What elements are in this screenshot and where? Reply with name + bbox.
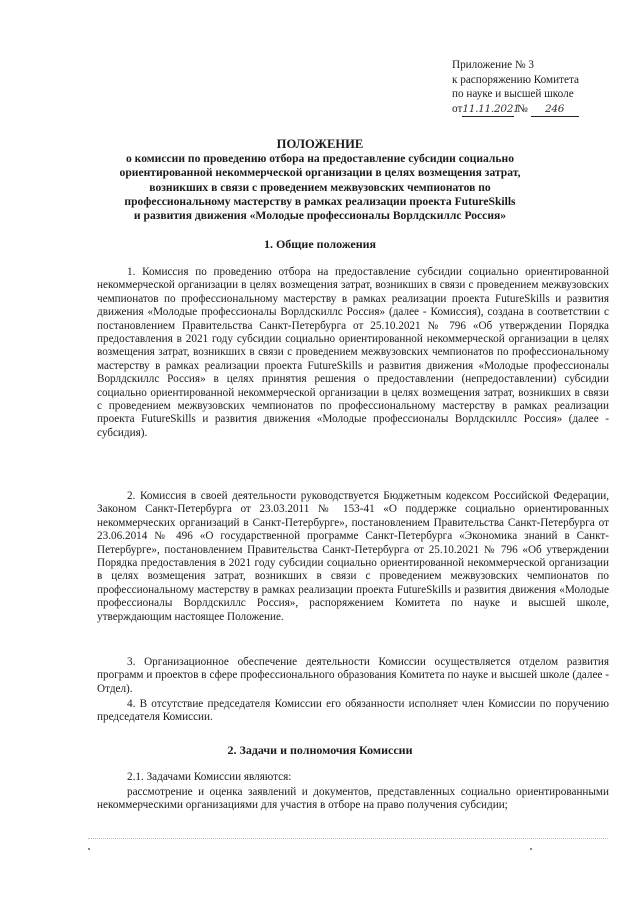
title-line-5: и развития движения «Молодые профессионалы Ворлдскиллс Россия»: [133, 209, 507, 223]
handwritten-date: 11.11.2021: [462, 102, 514, 118]
title-line-3: возникших в связи с проведением межвузовских чемпионатов по: [149, 180, 491, 194]
paragraph-2-1: 2.1. Задачами Комиссии являются:: [127, 771, 292, 783]
appendix-line-3: по науке и высшей школе: [452, 88, 574, 100]
date-prefix: от: [452, 102, 463, 115]
section-1-heading: 1. Общие положения: [263, 237, 377, 251]
paragraph-2-1-a: рассмотрение и оценка заявлений и документов, представленных социально ориентированными некоммерческими организациями для участия в отборе на право получения субсидии;: [97, 786, 609, 812]
number-prefix: №: [517, 102, 528, 115]
appendix-date-line: [452, 102, 622, 118]
paragraph-2: 2. Комиссия в своей деятельности руководствуется Бюджетным кодексом Российской Федерации, Законом Санкт-Петербурга от 23.03.2011 № 153-41 «О поддержке социально ориентированных некоммерческих организаций в Санкт-Петербурге», постановлением Правительства Санкт-Петербурга от 23.06.2014 № 496 «О государственной программе Санкт-Петербурга «Экономика знаний в Санкт-Петербурге», постановлением Правительства Санкт-Петербурга от 25.10.2021 № 796 «Об утверждении Порядка предоставления в 2021 году субсидии социально ориентированной некоммерческой организации в целях возмещения затрат, возникших в связи с проведением межвузовских чемпионатов по профессиональному мастерству в рамках реализации проекта FutureSkills и развития движения «Молодые профессионалы Ворлдскиллс Россия», распоряжением Комитета по науке и высшей школе, утверждающим настоящее Положение.: [97, 490, 609, 623]
title-line-4: профессиональному мастерству в рамках реализации проекта FutureSkills: [124, 194, 516, 208]
scan-speck: [88, 848, 90, 850]
paragraph-3: 3. Организационное обеспечение деятельности Комиссии осуществляется отделом развития программ и проектов в сфере профессионального образования Комитета по науке и высшей школе (далее - Отдел).: [97, 656, 609, 695]
scan-dotted-line: [88, 838, 608, 839]
paragraph-4: 4. В отсутствие председателя Комиссии его обязанности исполняет член Комиссии по поручению председателя Комиссии.: [97, 698, 609, 724]
scan-speck: [530, 848, 532, 850]
section-2-heading: 2. Задачи и полномочия Комиссии: [227, 743, 413, 757]
handwritten-number: 246: [531, 102, 579, 118]
appendix-line-2: к распоряжению Комитета: [452, 73, 579, 86]
paragraph-1: 1. Комиссия по проведению отбора на предоставление субсидии социально ориентированной некоммерческой организации в целях возмещения затрат, возникших в связи с проведением межвузовских чемпионатов по профессиональному мастерству в рамках реализации проекта FutureSkills и развития движения «Молодые профессионалы Ворлдскиллс Россия» (далее - Комиссия), создана в соответствии с постановлением Правительства Санкт-Петербурга от 25.10.2021 № 796 «Об утверждении Порядка предоставления в 2021 году субсидии социально ориентированной некоммерческой организации в целях возмещения затрат, возникших в связи с проведением межвузовских чемпионатов по профессиональному мастерству в рамках реализации проекта FutureSkills и развития движения «Молодые профессионалы Ворлдскиллс Россия» в целях принятия решения о предоставлении (непредоставлении) субсидии социально ориентированной некоммерческой организации в целях возмещения затрат, возникших в связи с проведением межвузовских чемпионатов по профессиональному мастерству в рамках реализации проекта FutureSkills и развития движения «Молодые профессионалы Ворлдскиллс Россия» (далее - субсидия).: [97, 266, 609, 439]
appendix-header: [452, 58, 622, 117]
title-line-1: о комиссии по проведению отбора на предоставление субсидии социально: [125, 152, 515, 166]
document-title: [60, 137, 580, 223]
title-main: ПОЛОЖЕНИЕ: [276, 137, 364, 151]
title-line-2: ориентированной некоммерческой организации в целях возмещения затрат,: [119, 166, 521, 180]
appendix-line-1: Приложение № 3: [452, 59, 534, 71]
